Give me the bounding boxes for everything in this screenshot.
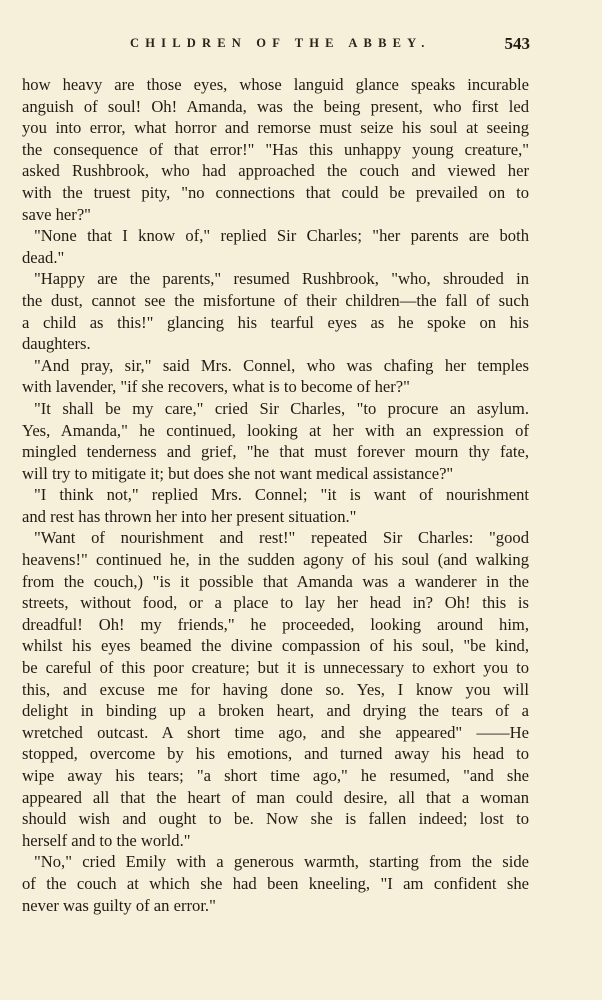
text-line: "And pray, sir," said Mrs. Connel, who was chafing her temples [34, 355, 529, 375]
text-line: the consequence of that error!" "Has this unhappy young creature," [22, 139, 529, 159]
text-line: a child as this!" glancing his tearful eyes as he spoke on his [22, 312, 529, 332]
text-line: and rest has thrown her into her present situation." [22, 506, 357, 526]
page-number: 543 [504, 34, 530, 53]
text-line: heavens!" continued he, in the sudden agony of his soul (and walking [22, 550, 529, 570]
text-line: wipe away his tears; "a short time ago," he resumed, "and she [22, 766, 529, 785]
text-line: "Happy are the parents," resumed Rushbrook, "who, shrouded in [34, 269, 529, 289]
text-line: should wish and ought to be. Now she is fallen indeed; lost to [22, 809, 529, 829]
text-line: with the truest pity, "no connections that could be prevailed on to [22, 182, 529, 202]
text-line: appeared all that the heart of man could desire, all that a woman [22, 787, 529, 807]
text-line: from the couch,) "is it possible that Amanda was a wanderer in the [22, 571, 529, 591]
text-line: "None that I know of," replied Sir Charles; "her parents are both [34, 226, 529, 246]
text-line: stopped, overcome by his emotions, and turned away his head to [22, 744, 529, 764]
text-line: "I think not," replied Mrs. Connel; "it is want of nourishment [34, 485, 529, 505]
text-line: be careful of this poor creature; but it is unnecessary to exhort you to [22, 658, 529, 678]
text-line: the dust, cannot see the misfortune of their children—the fall of such [22, 290, 529, 310]
text-line: daughters. [22, 334, 91, 354]
text-line: whilst his eyes beamed the divine compassion of his soul, "be kind, [22, 636, 529, 656]
text-line: herself and to the world." [22, 830, 191, 850]
body-text [22, 74, 529, 916]
text-line: mingled tenderness and grief, "he that must forever mourn thy fate, [22, 442, 529, 462]
text-line: you into error, what horror and remorse must seize his soul at seeing [22, 118, 529, 138]
text-line: wretched outcast. A short time ago, and she appeared" ——He [22, 722, 529, 742]
text-line: anguish of soul! Oh! Amanda, was the being present, who first led [22, 96, 529, 116]
text-line: this, and excuse me for having done so. Yes, I know you will [22, 679, 529, 699]
text-line: never was guilty of an error." [22, 895, 216, 915]
text-line: streets, without food, or a place to lay her head in? Oh! this is [22, 593, 529, 613]
text-line: asked Rushbrook, who had approached the couch and viewed her [22, 161, 529, 181]
text-line: save her?" [22, 204, 91, 224]
text-line: "Want of nourishment and rest!" repeated Sir Charles: "good [34, 528, 529, 548]
text-line: how heavy are those eyes, whose languid glance speaks incurable [22, 75, 529, 94]
text-line: "No," cried Emily with a generous warmth, starting from the side [34, 852, 529, 872]
text-line: Yes, Amanda," he continued, looking at her with an expression of [22, 420, 529, 440]
text-line: dreadful! Oh! my friends," he proceeded, looking around him, [22, 614, 529, 634]
text-line: delight in binding up a broken heart, and drying the tears of a [22, 701, 529, 721]
running-head: CHILDREN OF THE ABBEY. [130, 36, 431, 50]
text-line: dead." [22, 247, 65, 267]
text-line: of the couch at which she had been kneeling, "I am confident she [22, 873, 529, 893]
page-header [0, 34, 602, 58]
text-line: with lavender, "if she recovers, what is to become of her?" [22, 377, 410, 397]
text-line: will try to mitigate it; but does she not want medical assistance?" [22, 463, 454, 483]
text-line: "It shall be my care," cried Sir Charles, "to procure an asylum. [34, 398, 529, 418]
